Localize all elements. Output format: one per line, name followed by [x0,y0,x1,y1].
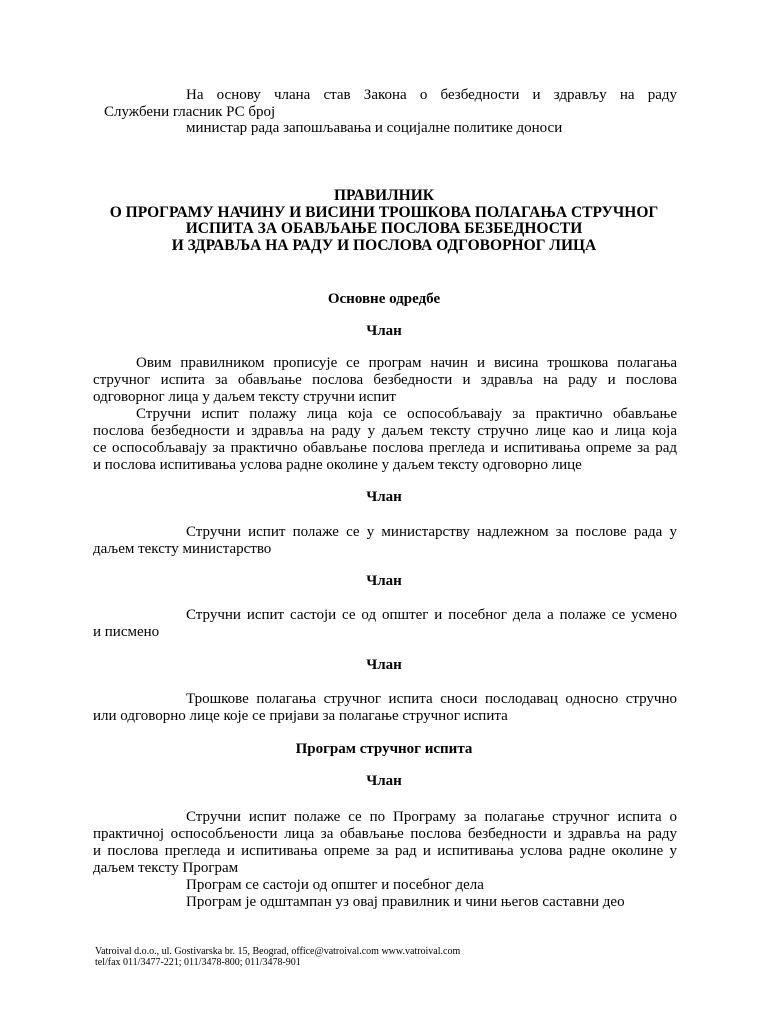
article-1-line-6: се оспособљавају за практично обављање послова прегледа и испитивања опреме за рад [93,440,677,456]
article-heading-3: Члан [366,573,402,589]
article-1-line-7: и послова испитивања услова радне околине у даљем тексту одговорно лице [93,457,582,473]
intro-line-3: министар рада запошљавања и социјалне политике доноси [186,120,563,136]
article-heading-2: Члан [366,489,402,505]
article-5-line-3: и послова прегледа и испитивања опреме за рад и испитивања услова радне околине у [93,843,677,859]
article-5-line-1: Стручни испит полаже се по Програму за полагање стручног испита о [186,809,677,825]
section-heading-exam-program: Програм стручног испита [295,741,473,757]
article-heading-5: Члан [366,773,402,789]
intro-line-2: Службени гласник РС број [104,104,276,120]
intro-line-1: На основу члана став Закона о безбедности и здрављу на раду [186,87,677,103]
article-2-line-1: Стручни испит полаже се у министарству надлежном за послове рада у [186,524,677,540]
article-heading-4: Члан [366,657,402,673]
title-line-3: ИСПИТА ЗА ОБАВЉАЊЕ ПОСЛОВА БЕЗБЕДНОСТИ [185,220,583,237]
article-3-line-2: и писмено [93,624,160,640]
article-1-line-5: послова безбедности и здравља на раду у даљем тексту стручно лице као и лица која [93,423,677,439]
article-5-line-2: практичној оспособљености лица за обављање послова безбедности и здравља на раду [93,826,677,842]
article-1-line-3: одговорног лица у даљем тексту стручни испит [93,389,396,405]
document-title: ПРАВИЛНИК [333,187,435,204]
article-1-line-2: стручног испита за обављање послова безбедности и здравља на раду и послова [93,372,677,388]
article-3-line-1: Стручни испит састоји се од општег и посебног дела а полаже се усмено [186,607,677,623]
article-4-line-2: или одговорно лице које се пријави за полагање стручног испита [93,708,508,724]
title-line-2: О ПРОГРАМУ НАЧИНУ И ВИСИНИ ТРОШКОВА ПОЛАГАЊА СТРУЧНОГ [109,204,659,221]
article-heading-1: Члан [366,323,402,339]
article-5-line-6: Програм је одштампан уз овај правилник и чини његов саставни део [186,894,625,910]
title-line-4: И ЗДРАВЉА НА РАДУ И ПОСЛОВА ОДГОВОРНОГ ЛИЦА [171,237,597,254]
article-5-line-5: Програм се састоји од општег и посебног дела [186,877,484,893]
section-heading-basic-provisions: Основне одредбе [327,291,441,307]
article-5-line-4: даљем тексту Програм [93,860,239,876]
footer-company-address: Vatroival d.o.o., ul. Gostivarska br. 15, Beograd, office@vatroival.com www.vatroival.com [95,946,461,957]
article-4-line-1: Трошкове полагања стручног испита сноси послодавац односно стручно [186,691,677,707]
article-2-line-2: даљем тексту министарство [93,541,272,557]
article-1-line-4: Стручни испит полажу лица која се оспособљавају за практично обављање [136,406,677,422]
footer-phone-numbers: tel/fax 011/3477-221; 011/3478-800; 011/3478-901 [95,957,301,968]
article-1-line-1: Овим правилником прописује се програм начин и висина трошкова полагања [136,355,677,371]
